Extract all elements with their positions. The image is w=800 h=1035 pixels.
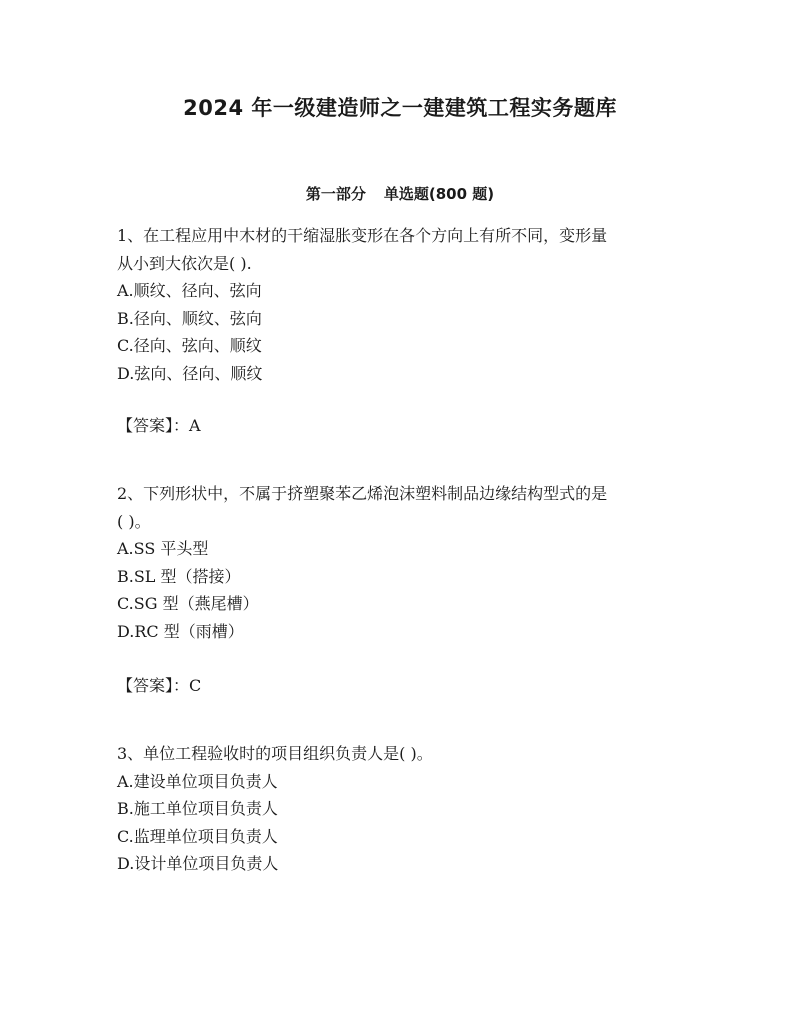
option-d: D.设计单位项目负责人: [117, 854, 279, 873]
document-title: 2024 年一级建造师之一建建筑工程实务题库: [183, 96, 617, 120]
question-2: [117, 480, 687, 645]
answer-2: [117, 672, 687, 700]
answer-text: 【答案】：A: [117, 416, 201, 435]
question-3: [117, 740, 687, 878]
section-part: 第一部分: [305, 185, 366, 203]
section-name: 单选题(800 题): [383, 185, 495, 203]
question-stem-line: 3、单位工程验收时的项目组织负责人是( )。: [117, 744, 433, 763]
option-b: B.SL 型（搭接）: [117, 566, 241, 586]
answer-text: 【答案】：C: [117, 676, 202, 695]
option-b: B.径向、顺纹、弦向: [117, 308, 262, 328]
option-d: D.RC 型（雨槽）: [117, 621, 244, 641]
question-1: [117, 222, 687, 387]
question-stem-line: 从小到大依次是( ).: [117, 253, 252, 273]
option-b: B.施工单位项目负责人: [117, 799, 278, 818]
option-d: D.弦向、径向、顺纹: [117, 363, 263, 383]
option-a: A.顺纹、径向、弦向: [117, 281, 262, 300]
question-stem-line: 2、下列形状中，不属于挤塑聚苯乙烯泡沫塑料制品边缘结构型式的是: [117, 484, 608, 503]
option-a: A.建设单位项目负责人: [117, 771, 278, 791]
section-heading: [0, 183, 800, 204]
option-c: C.径向、弦向、顺纹: [117, 336, 262, 355]
option-c: C.SG 型（燕尾槽）: [117, 594, 259, 613]
option-a: A.SS 平头型: [117, 539, 209, 558]
option-c: C.监理单位项目负责人: [117, 826, 278, 846]
question-stem-line: 1、在工程应用中木材的干缩湿胀变形在各个方向上有所不同，变形量: [117, 226, 608, 245]
answer-1: [117, 412, 687, 440]
question-stem-line: ( )。: [117, 511, 151, 531]
